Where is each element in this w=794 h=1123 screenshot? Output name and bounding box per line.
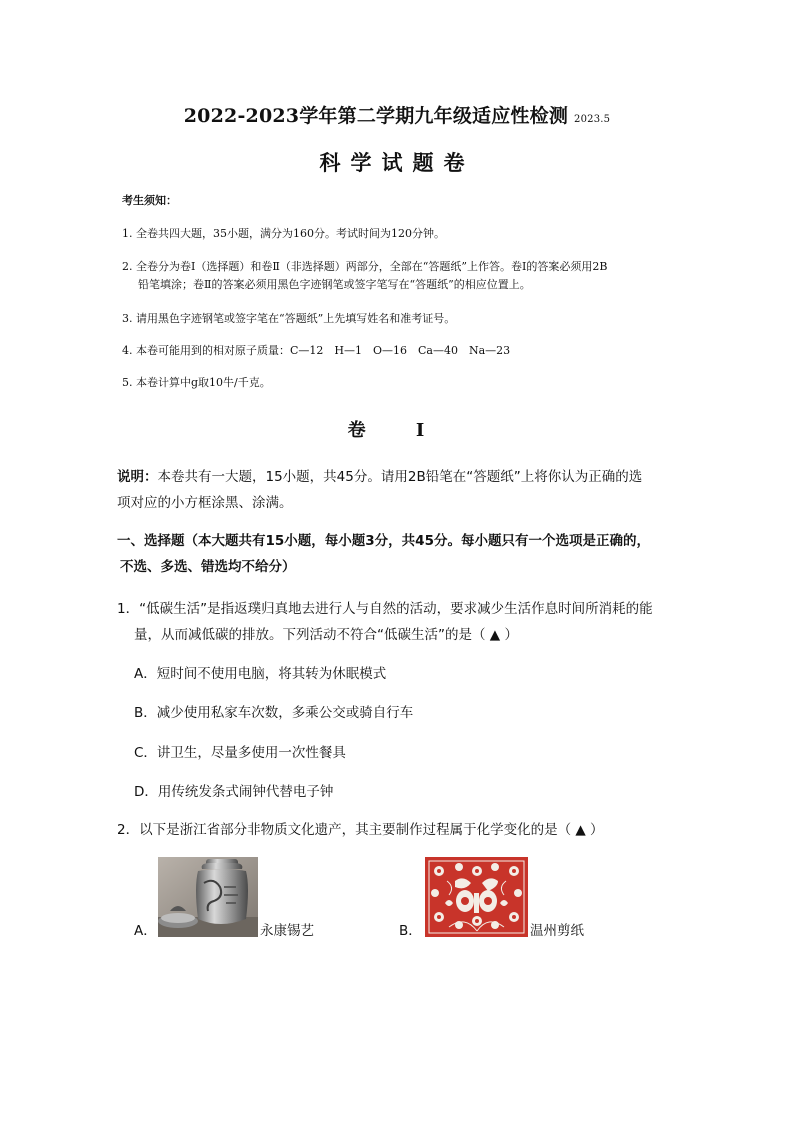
question-2-option-a-label: 永康锡艺 [260,923,314,939]
section-desc-line2: 项对应的小方框涂黑、涂满。 [117,495,293,511]
part-heading-line2: 不选、多选、错选均不给分） [120,559,296,575]
page-title [0,101,794,128]
question-2-line1: 2．以下是浙江省部分非物质文化遗产，其主要制作过程属于化学变化的是（ ▲ ） [117,822,604,838]
notice-item-2: 2. 全卷分为卷Ⅰ（选择题）和卷Ⅱ（非选择题）两部分，全部在“答题纸”上作答。卷Ⅰ的答案必须用2B [122,260,608,273]
title-date: 2023.5 [574,114,611,125]
question-2-option-b-letter: B． [399,923,422,939]
question-1-option-d: D．用传统发条式闹钟代替电子钟 [134,784,334,800]
question-1-line1: 1．“低碳生活”是指返璞归真地去进行人与自然的活动，要求减少生活作息时间所消耗的能 [117,601,653,617]
section-desc-line1 [117,464,642,490]
notice-item-3: 3. 请用黑色字迹钢笔或签字笔在“答题纸”上先填写姓名和准考证号。 [122,312,456,325]
title-text: 2022-2023学年第二学期九年级适应性检测 [183,105,569,127]
notice-item-5: 5. 本卷计算中g取10牛/千克。 [122,376,271,389]
tin-craft-image [158,857,258,937]
notice-heading: 考生须知： [122,194,177,207]
question-1-option-c: C．讲卫生，尽量多使用一次性餐具 [134,745,346,761]
paper-cut-image [425,857,528,937]
question-1-option-a: A．短时间不使用电脑，将其转为休眠模式 [134,666,387,682]
question-1-line2: 量，从而减低碳的排放。下列活动不符合“低碳生活”的是（ ▲ ） [134,627,518,643]
section-title: 卷 I [347,420,447,441]
part-heading-line1: 一、选择题（本大题共有15小题，每小题3分，共45分。每小题只有一个选项是正确的， [117,533,650,549]
notice-item-1: 1. 全卷共四大题，35小题，满分为160分。考试时间为120分钟。 [122,227,445,240]
question-2-option-b-label: 温州剪纸 [530,923,584,939]
page-subtitle: 科学试题卷 [319,150,475,175]
question-1-option-b: B．减少使用私家车次数，多乘公交或骑自行车 [134,705,414,721]
desc-label: 说明： [117,469,158,485]
notice-item-4: 4. 本卷可能用到的相对原子质量：C—12 H—1 O—16 Ca—40 Na—23 [122,344,511,357]
notice-item-2-cont: 铅笔填涂；卷Ⅱ的答案必须用黑色字迹钢笔或签字笔写在“答题纸”的相应位置上。 [138,278,531,291]
desc-text: 本卷共有一大题，15小题，共45分。请用2B铅笔在“答题纸”上将你认为正确的选 [157,469,643,485]
question-2-option-a-letter: A． [134,923,157,939]
